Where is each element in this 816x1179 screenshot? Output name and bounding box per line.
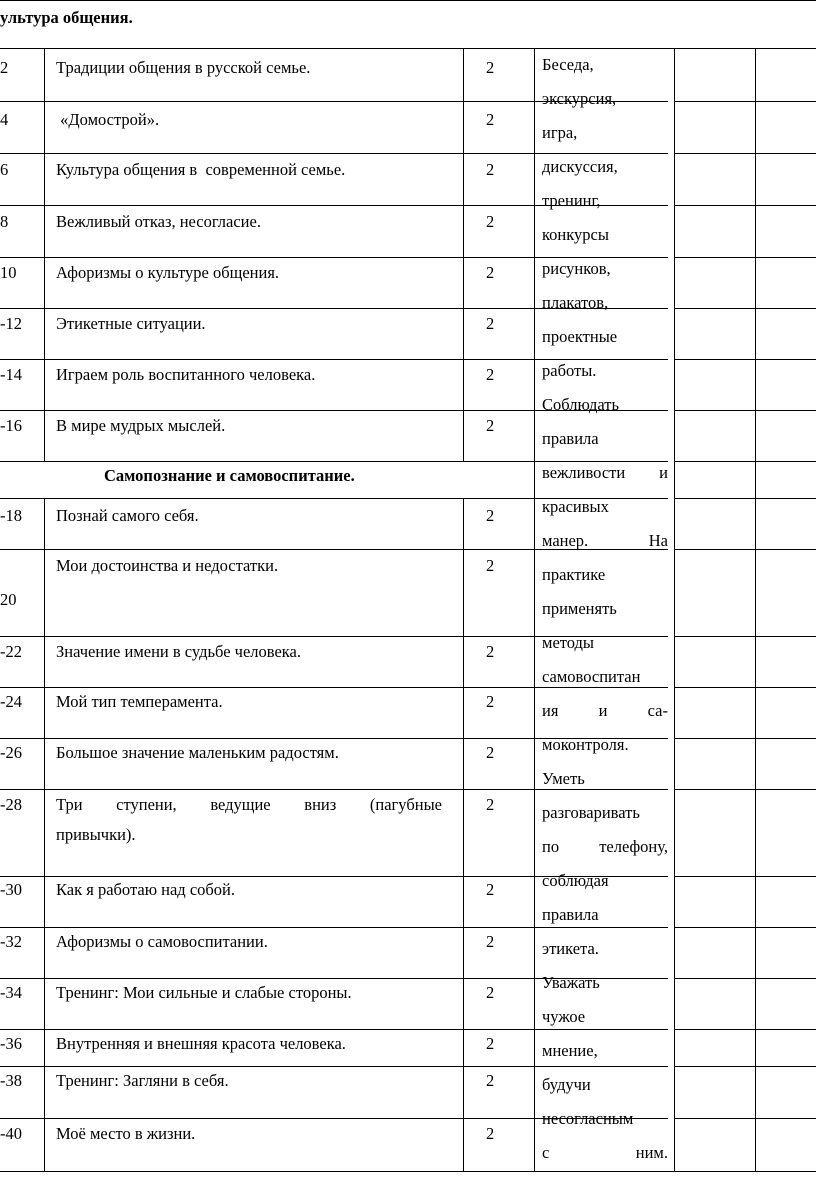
row-topic: Мои достоинства и недостатки. [56, 556, 279, 575]
row-number: -36 [0, 1034, 22, 1053]
activities-line: правила [542, 905, 599, 924]
activities-line: рисунков, [542, 259, 611, 278]
activities-line: Уметь [542, 769, 585, 788]
row-number: -32 [0, 932, 22, 951]
row-topic: Мой тип темперамента. [56, 692, 223, 711]
activities-line: красивых [542, 497, 609, 516]
row-topic: Большое значение маленьким радостям. [56, 743, 339, 762]
row-topic: Значение имени в судьбе человека. [56, 642, 301, 661]
row-number: -38 [0, 1071, 22, 1090]
row-number: -34 [0, 983, 22, 1002]
row-hours: 2 [486, 983, 495, 1002]
rule [674, 410, 816, 411]
activities-line: Беседа, [542, 55, 594, 74]
row-topic: Тренинг: Загляни в себя. [56, 1071, 229, 1090]
activities-line: самовоспитан [542, 667, 641, 686]
row-number: -30 [0, 880, 22, 899]
row-hours: 2 [486, 1071, 495, 1090]
row-topic: «Домострой». [56, 110, 160, 129]
row-topic: Традиции общения в русской семье. [56, 58, 311, 77]
row-number: 8 [0, 212, 9, 231]
rule [674, 461, 816, 462]
activities-line: дискуссия, [542, 157, 618, 176]
rule [674, 978, 816, 979]
activities-line: методы [542, 633, 595, 652]
activities-cell [542, 48, 668, 1170]
row-hours: 2 [486, 160, 495, 179]
row-number: 6 [0, 160, 9, 179]
activities-line: вежливости и [542, 463, 668, 482]
row-topic: Культура общения в современной семье. [56, 160, 346, 179]
row-number: 10 [0, 263, 17, 282]
row-topic: Моё место в жизни. [56, 1124, 196, 1143]
row-hours: 2 [486, 314, 495, 333]
rule [674, 876, 816, 877]
row-hours: 2 [486, 692, 495, 711]
activities-line: несогласным [542, 1109, 634, 1128]
rule [674, 101, 816, 102]
row-number: -14 [0, 365, 22, 384]
section-title: ультура общения. [0, 8, 133, 27]
activities-line: экскурсия, [542, 89, 617, 108]
rule [674, 1118, 816, 1119]
row-hours: 2 [486, 1124, 495, 1143]
activities-line: соблюдая [542, 871, 609, 890]
activities-line: проектные [542, 327, 618, 346]
rule [0, 48, 816, 49]
rule [674, 549, 816, 550]
row-topic-line: привычки). [56, 825, 136, 844]
row-number: -26 [0, 743, 22, 762]
row-number: -18 [0, 506, 22, 525]
row-hours: 2 [486, 416, 495, 435]
row-number: 4 [0, 110, 9, 129]
activities-line: ия и са- [542, 701, 668, 720]
rule [674, 687, 816, 688]
rule [674, 153, 816, 154]
row-number: -16 [0, 416, 22, 435]
activities-line: манер. На [542, 531, 668, 550]
activities-line: практике [542, 565, 606, 584]
row-number: -40 [0, 1124, 22, 1143]
rule [0, 0, 816, 1]
row-topic [56, 790, 442, 850]
row-hours: 2 [486, 556, 495, 575]
row-topic: Как я работаю над собой. [56, 880, 236, 899]
row-topic-line: Три ступени, ведущие вниз (пагубные [56, 795, 442, 814]
row-hours: 2 [486, 365, 495, 384]
rule [674, 738, 816, 739]
activities-line: моконтроля. [542, 735, 629, 754]
activities-line: будучи [542, 1075, 591, 1094]
rule [674, 205, 816, 206]
rule [674, 359, 816, 360]
row-hours: 2 [486, 263, 495, 282]
row-topic: Тренинг: Мои сильные и слабые стороны. [56, 983, 352, 1002]
activities-line: тренинг, [542, 191, 601, 210]
column-rule [534, 48, 535, 1171]
activities-line: чужое [542, 1007, 586, 1026]
row-hours: 2 [486, 110, 495, 129]
row-number: -28 [0, 795, 22, 814]
row-hours: 2 [486, 58, 495, 77]
row-hours: 2 [486, 212, 495, 231]
activities-line: мнение, [542, 1041, 598, 1060]
row-hours: 2 [486, 795, 495, 814]
row-number: -24 [0, 692, 22, 711]
column-rule [463, 498, 464, 1171]
activities-line: работы. [542, 361, 597, 380]
activities-line: разговаривать [542, 803, 640, 822]
column-rule [44, 498, 45, 1171]
activities-line: конкурсы [542, 225, 609, 244]
column-rule [755, 48, 756, 1171]
row-number: 20 [0, 590, 17, 609]
activities-line: по телефону, [542, 837, 668, 856]
rule [674, 498, 816, 499]
rule [674, 1029, 816, 1030]
activities-line: Уважать [542, 973, 600, 992]
row-topic: В мире мудрых мыслей. [56, 416, 226, 435]
column-rule [463, 48, 464, 461]
row-number: 2 [0, 58, 9, 77]
activities-line: игра, [542, 123, 578, 142]
row-hours: 2 [486, 743, 495, 762]
row-number: -22 [0, 642, 22, 661]
row-topic: Играем роль воспитанного человека. [56, 365, 316, 384]
rule [0, 1171, 816, 1172]
row-topic: Вежливый отказ, несогласие. [56, 212, 261, 231]
row-hours: 2 [486, 1034, 495, 1053]
rule [674, 1066, 816, 1067]
row-topic: Этикетные ситуации. [56, 314, 206, 333]
row-topic: Афоризмы о самовоспитании. [56, 932, 268, 951]
column-rule [674, 48, 675, 1171]
row-hours: 2 [486, 506, 495, 525]
section-title: Самопознание и самовоспитание. [104, 466, 355, 485]
rule [674, 308, 816, 309]
row-number: -12 [0, 314, 22, 333]
activities-line: применять [542, 599, 617, 618]
activities-line: с ним. [542, 1143, 668, 1162]
rule [674, 789, 816, 790]
rule [674, 927, 816, 928]
row-topic: Познай самого себя. [56, 506, 199, 525]
row-topic: Внутренняя и внешняя красота человека. [56, 1034, 346, 1053]
activities-line: этикета. [542, 939, 599, 958]
activities-line: Соблюдать [542, 395, 619, 414]
row-hours: 2 [486, 932, 495, 951]
activities-line: правила [542, 429, 599, 448]
rule [674, 257, 816, 258]
row-topic: Афоризмы о культуре общения. [56, 263, 280, 282]
row-hours: 2 [486, 880, 495, 899]
activities-line: плакатов, [542, 293, 609, 312]
rule [674, 636, 816, 637]
column-rule [44, 48, 45, 461]
row-hours: 2 [486, 642, 495, 661]
